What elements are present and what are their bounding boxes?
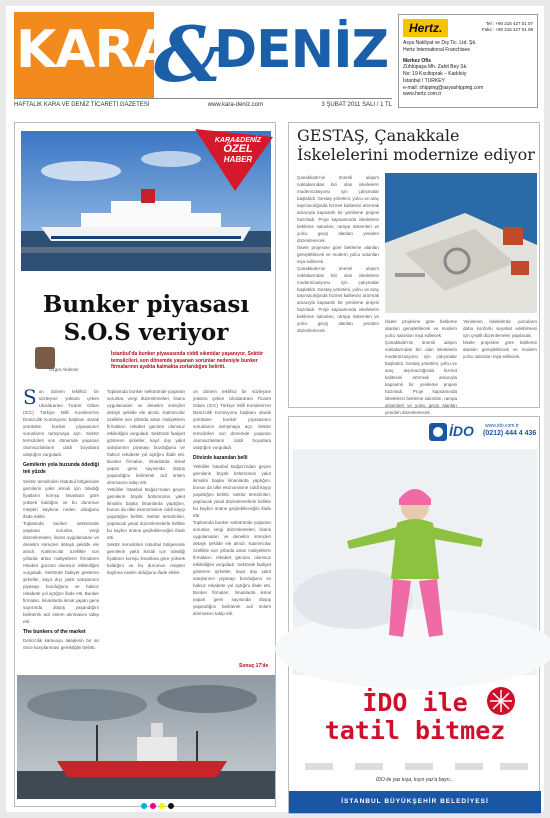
hertz-tel: Tel : +90 216 427 01 07: [485, 21, 533, 26]
bunker-col1-intro: on dönem teklifsiz bir sözleşme yükünü çeken Uluslararası Ticaret Odası (ICC) Türkiye Milli Komitesi'nin Denizcilik Komisyonu başkanı olarak yürütülen bunker piyasasının sorunlarını tartışmaya açtı. Sektör temsilcileri son dönemde yaşanan olumsuzlukların ciddi boyutlara ulaştığını vurguladı.: [23, 389, 99, 457]
newspaper-page: [6, 6, 544, 812]
continued-link[interactable]: Sonuç 17'de: [239, 663, 269, 669]
badge-line-3: HABER: [223, 154, 253, 164]
bunker-col2-text-c: Sektör temsilcileri İstanbul bölgesinde gemilerin yakıt ikmali için ödediği fiyatların komşu limanlara göre yüksek kaldığını ve bu durumun müşteri kaybına neden olduğunu ifade ettiler.: [107, 542, 185, 576]
ido-advert[interactable]: [288, 416, 540, 814]
bunker-column-1: [23, 385, 99, 665]
bunker-col3-text-b: Toplantıda bunker sektöründe yaşanan sorunlar, vergi düzenlemeleri, lisans uygulamaları ve denetim süreçleri detaylı şekilde ele alındı. Katılımcılar özellikle son yıllarda artan maliyetlerin firmaların rekabet gücünü olumsuz etkilediğini vurguladı. Sektörde faaliyet gösteren şirketler, kayıt dışı yakıt satışlarının piyasayı bozduğunu ve haksız rekabete yol açtığını ifade etti. Bunker firmaları, limanlarda ikmal yapan gemi sayısında düşüş yaşandığını belirterek acil önlem alınmasını talep etti.: [193, 520, 271, 616]
ferry-fleet-strip: [295, 759, 535, 773]
bunker-headline: [19, 291, 273, 346]
gestas-caption-right-more: İskele projesine göre bekleme alanları genişletilecek ve modern yolcu salonları inşa edilecek.: [463, 339, 537, 359]
gestas-headline-line-2: İskelelerini modernize ediyor: [297, 144, 535, 164]
bunker-story: [14, 122, 276, 807]
ido-slogan-line-1: İDO ile: [362, 688, 468, 717]
pier-render-image: [385, 173, 537, 313]
gestas-column-1: [297, 175, 379, 357]
masthead-url[interactable]: www.kara-deniz.com: [207, 101, 264, 108]
hertz-fax: Faks : +90 216 427 01 08: [481, 27, 533, 33]
badge-line-1: KARA&DENİZ: [214, 137, 262, 144]
hertz-office-title: Merkez Ofis: [403, 57, 432, 64]
gestas-caption-left-text: İskele projesine göre bekleme alanları genişletilecek ve modern yolcu salonları inşa edilecek.: [385, 319, 457, 338]
hertz-address-3: İstanbul / TURKEY: [403, 77, 445, 84]
hertz-address-1: Zühtüpaşa Mh. Zahit Bey Sk.: [403, 64, 468, 71]
bunker-headline-line-2: S.O.S veriyor: [63, 318, 229, 346]
gestas-col1-text-c: Çanakkale'nin önemli ulaşım noktalarından biri olan iskelelerin modernizasyonu için çalışmalar başlatıldı. Gestaş yönetimi, yolcu ve araç taşımacılığında hizmet kalitesini artırmak amacıyla kapsamlı bir yenileme projesi hazırladı. Proje kapsamında iskelelerin bekleme salonları, rampa sistemleri ve yolcu geçiş alanları yeniden düzenlenecek.: [297, 265, 379, 334]
bunker-col3-text-a: on dönem teklifsiz bir sözleşme yükünü çeken Uluslararası Ticaret Odası (ICC) Türkiye Milli Komitesi'nin Denizcilik Komisyonu başkanı olarak yürütülen bunker piyasasının sorunlarını tartışmaya açtı. Sektör temsilcileri son dönemde yaşanan olumsuzlukların ciddi boyutlara ulaştığını vurguladı.: [193, 389, 271, 450]
ido-small-slogan: İDO ile yaz kışa, kışın yaz'a bayrı...: [376, 777, 454, 783]
snow-child-photo: [293, 449, 537, 675]
hertz-logo: Hertz.: [403, 19, 448, 37]
gestas-caption-left-more: Çanakkale'nin önemli ulaşım noktalarından biri olan iskelelerin modernizasyonu için çalışmalar başlatıldı. Gestaş yönetimi, yolcu ve araç taşımacılığında hizmet kalitesini artırmak amacıyla kapsamlı bir yenileme projesi hazırladı. Proje kapsamında iskelelerin bekleme salonları, rampa sistemleri ve yolcu geçiş alanları yeniden düzenlenecek.: [385, 339, 457, 415]
hertz-advert[interactable]: [398, 14, 538, 108]
bunker-col2-text: Toplantıda bunker sektöründe yaşanan sorunlar, vergi düzenlemeleri, lisans uygulamaları ve denetim süreçleri detaylı şekilde ele alındı. Katılımcılar özellikle son yıllarda artan maliyetlerin firmaların rekabet gücünü olumsuz etkilediğini vurguladı. Sektörde faaliyet gösteren şirketler, kayıt dışı yakıt satışlarının piyasayı bozduğunu ve haksız rekabete yol açtığını ifade etti. Bunker firmaları, limanlarda ikmal yapan gemi sayısında düşüş yaşandığını belirterek acil önlem alınmasını talep etti.: [107, 389, 185, 485]
hertz-franchise: Hertz International Franchisee: [403, 46, 470, 53]
bunker-subhead-1: Gemilerin yola buzunda ödediği tek yüzde: [23, 461, 99, 476]
gestas-story: [288, 122, 540, 415]
gestas-caption-right: [463, 319, 537, 403]
logo-deniz: DENİZ: [214, 20, 389, 80]
gestas-headline-line-1: GESTAŞ, Çanakkale: [297, 126, 460, 145]
badge-line-2: ÖZEL: [223, 143, 253, 156]
hertz-contact-numbers: [482, 21, 533, 33]
author-name: Özgür Akdemir: [49, 367, 79, 372]
ido-phone[interactable]: (0212) 444 4 436: [483, 430, 537, 437]
masthead-date: 3 ŞUBAT 2011 SALI / 1 TL: [321, 101, 392, 108]
special-news-badge-text: [211, 137, 265, 164]
gestas-caption-left: [385, 319, 457, 415]
masthead-info-row: [14, 98, 392, 110]
hertz-company: Asya Nakliyat ve Dış Tic. Ltd. Şti.: [403, 40, 477, 47]
gestas-col1-text: Çanakkale'nin önemli ulaşım noktalarından biri olan iskelelerin modernizasyonu için çalışmalar başlatıldı. Gestaş yönetimi, yolcu ve araç taşımacılığında hizmet kalitesini artırmak amacıyla kapsamlı bir yenileme projesi hazırladı. Proje kapsamında iskelelerin bekleme salonları, rampa sistemleri ve yolcu geçiş alanları yeniden düzenlenecek.: [297, 175, 379, 243]
bunker-col3-text: Yetkililer İstanbul Boğazı'ndan geçen gemilerin büyük bölümünün yakıt ikmalini başka limanlarda yaptığını, bunun da ülke ekonomisine ciddi kayıp yaşattığını belirtti. Sektör temsilcileri, yapılacak yasal düzenlemelerle birlikte bu kaybın önüne geçilebileceğini ifade etti.: [193, 464, 271, 519]
bunker-column-2: [107, 389, 185, 665]
hertz-web[interactable]: www.hertz.com.tr: [403, 91, 442, 98]
masthead-tagline: HAFTALIK KARA VE DENİZ TİCARETİ GAZETESİ: [14, 101, 150, 108]
hertz-email[interactable]: e-mail: shipping@asyashipping.com: [403, 84, 484, 91]
author-avatar: [35, 347, 55, 369]
ibb-footer: İSTANBUL BÜYÜKŞEHİR BELEDİYESİ: [289, 791, 541, 813]
tanker-ship-photo: [17, 675, 275, 799]
bunker-subhead-3: Dövizde kazanılan belli: [193, 454, 248, 461]
ido-web[interactable]: www.ido.com.tr: [485, 423, 519, 429]
author-byline: [25, 347, 85, 377]
bunker-headline-line-1: Bunker piyasası: [42, 291, 250, 318]
ido-ad-header: [289, 417, 541, 447]
logo-kara: KARA: [16, 20, 173, 80]
snowflake-icon: [485, 685, 517, 717]
ido-brand: İDO: [449, 423, 474, 439]
bunker-col2-text-b: Yetkililer İstanbul Boğazı'ndan geçen gemilerin büyük bölümünün yakıt ikmalini başka limanlarda yaptığını, bunun da ülke ekonomisine ciddi kayıp yaşattığını belirtti. Sektör temsilcileri, yapılacak yasal düzenlemelerle birlikte bu kaybın önüne geçilebileceğini ifade etti.: [107, 486, 185, 541]
bunker-lede: İstanbul'da bunker piyasasında ciddi sıkıntılar yaşanıyor. Sektör temsilcileri, son dönemde yaşanan sorunlar nedeniyle bunker firmalarının ayakta kalmakta zorlandığını belirtti.: [111, 351, 264, 370]
bunker-subhead-2: The bunkers of the market: [23, 628, 86, 635]
ido-slogan-line-2: tatil bitmez: [324, 716, 506, 745]
hertz-address-2: No: 19 Kızıltoprak – Kadıköy: [403, 71, 467, 78]
bunker-col1-text2b: Toplantıda bunker sektöründe yaşanan sorunlar, vergi düzenlemeleri, lisans uygulamaları ve denetim süreçleri detaylı şekilde ele alındı. Katılımcılar özellikle son yıllarda artan maliyetlerin firmaların rekabet gücünü olumsuz etkilediğini vurguladı. Sektörde faaliyet gösteren şirketler, kayıt dışı yakıt satışlarının piyasayı bozduğunu ve haksız rekabete yol açtığını ifade etti. Bunker firmaları, limanlarda ikmal yapan gemi sayısında düşüş yaşandığını belirterek acil önlem alınmasını talep etti.: [23, 521, 99, 624]
bunker-col1-text3: Denizcilik kamuoyu taleplerin bir an önce karşılanması gerektiğini belirtti.: [23, 638, 99, 651]
logo-ampersand: &: [154, 10, 222, 99]
bunker-column-3: [193, 389, 271, 659]
gestas-headline: [297, 127, 537, 165]
bunker-col1-text2: Sektör temsilcileri İstanbul bölgesinde gemilerin yakıt ikmali için ödediği fiyatların komşu limanlara göre yüksek kaldığını ve bu durumun müşteri kaybına neden olduğunu ifade ettiler.: [23, 479, 99, 520]
gestas-col1-text-b: İskele projesine göre bekleme alanları genişletilecek ve modern yolcu salonları inşa edilecek.: [297, 244, 379, 264]
gestas-caption-right-text: Yenilenen iskelelerde yolcuların daha konforlu seyahat edebilmesi için çeşitli düzenlemeler yapılacak.: [463, 319, 537, 338]
print-registration-marks: [140, 802, 180, 810]
dropcap: S: [23, 385, 37, 409]
masthead-logo: [14, 12, 392, 98]
